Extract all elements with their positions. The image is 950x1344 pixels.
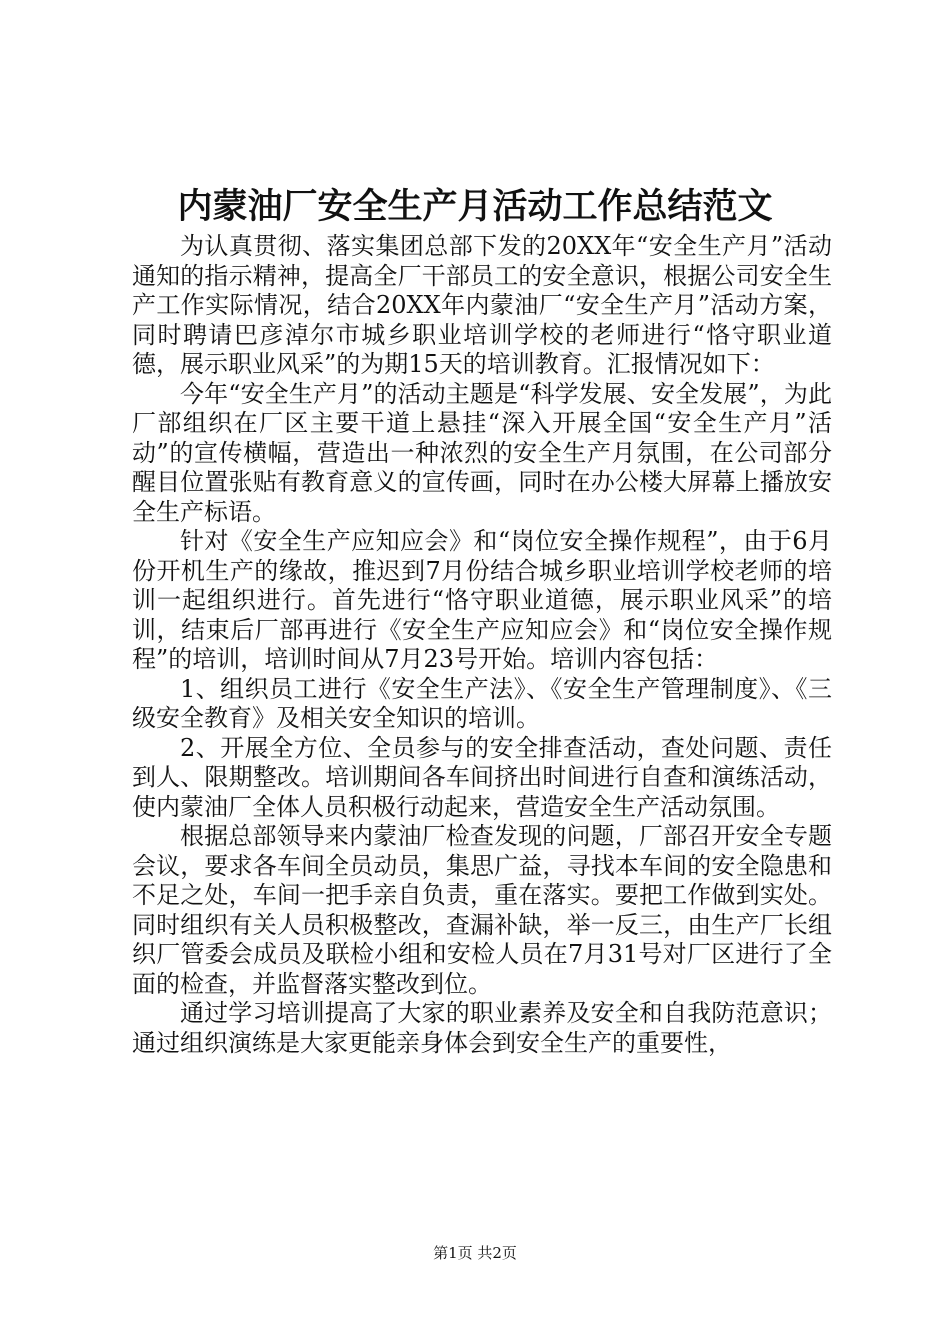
document-body xyxy=(132,232,832,1058)
paragraph-theme: 今年“安全生产月”的活动主题是“科学发展、安全发展”，为此厂部组织在厂区主要干道上悬挂“深入开展全国“安全生产月”活动”的宣传横幅，营造出一种浓烈的安全生产月氛围，在公司部分醒目位置张贴有教育意义的宣传画，同时在办公楼大屏幕上播放安全生产标语。 xyxy=(132,379,832,526)
paragraph-item-2: 2、开展全方位、全员参与的安全排查活动，查处问题、责任到人、限期整改。培训期间各车间挤出时间进行自查和演练活动，使内蒙油厂全体人员积极行动起来，营造安全生产活动氛围。 xyxy=(132,733,832,821)
page-footer: 第1页 共2页 xyxy=(433,1244,517,1262)
paragraph-item-1: 1、组织员工进行《安全生产法》、《安全生产管理制度》、《三级安全教育》及相关安全知识的培训。 xyxy=(132,674,832,732)
paragraph-intro: 为认真贯彻、落实集团总部下发的20XX年“安全生产月”活动通知的指示精神，提高全厂干部员工的安全意识，根据公司安全生产工作实际情况，结合20XX年内蒙油厂“安全生产月”活动方案，同时聘请巴彦淖尔市城乡职业培训学校的老师进行“恪守职业道德，展示职业风采”的为期15天的培训教育。汇报情况如下： xyxy=(132,232,832,378)
paragraph-conclusion: 通过学习培训提高了大家的职业素养及安全和自我防范意识；通过组织演练是大家更能亲身体会到安全生产的重要性， xyxy=(132,999,832,1057)
document-title: 内蒙油厂安全生产月活动工作总结范文 xyxy=(177,186,773,227)
paragraph-inspection: 根据总部领导来内蒙油厂检查发现的问题，厂部召开安全专题会议，要求各车间全员动员，集思广益，寻找本车间的安全隐患和不足之处，车间一把手亲自负责，重在落实。要把工作做到实处。同时组织有关人员积极整改，查漏补缺，举一反三，由生产厂长组织厂管委会成员及联检小组和安检人员在7月31号对厂区进行了全面的检查，并监督落实整改到位。 xyxy=(132,822,832,998)
paragraph-training: 针对《安全生产应知应会》和“岗位安全操作规程”，由于6月份开机生产的缘故，推迟到7月份结合城乡职业培训学校老师的培训一起组织进行。首先进行“恪守职业道德，展示职业风采”的培训，结束后厂部再进行《安全生产应知应会》和“岗位安全操作规程”的培训，培训时间从7月23号开始。培训内容包括： xyxy=(132,527,832,673)
